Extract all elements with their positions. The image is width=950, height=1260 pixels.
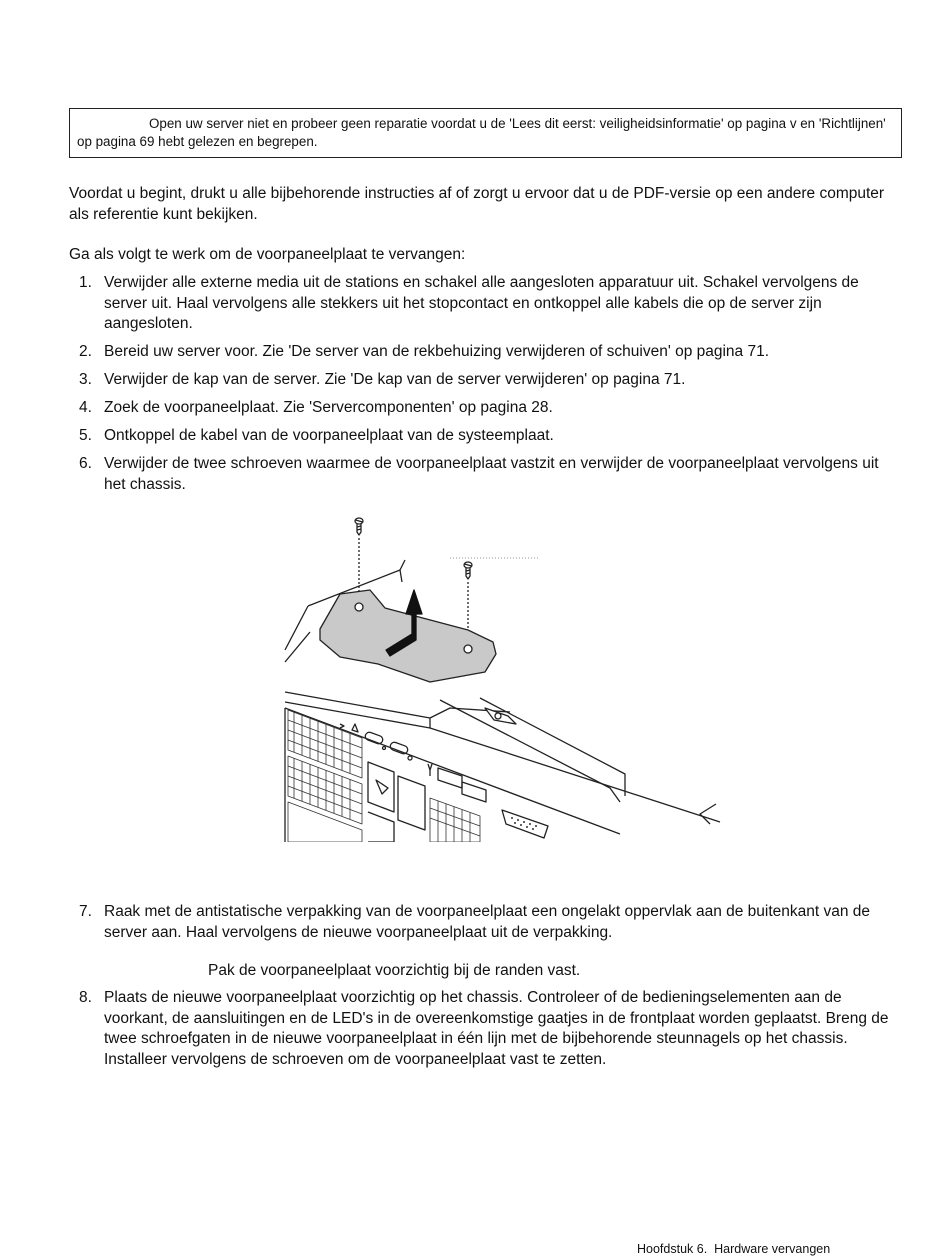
footer-title: Hardware vervangen bbox=[714, 1242, 831, 1256]
list-item bbox=[69, 902, 899, 943]
list-item bbox=[69, 273, 899, 335]
page-footer bbox=[637, 1241, 830, 1257]
step-text: Verwijder alle externe media uit de stations en schakel alle aangesloten apparatuur uit. Schakel vervolgens de server uit. Haal vervolgens alle stekkers uit het stopcontact en ontkoppel alle kabels die op de server zijn aangesloten. bbox=[104, 274, 859, 332]
screw-icon-left bbox=[355, 518, 363, 535]
steps-list-3 bbox=[69, 988, 899, 1078]
step-text: Verwijder de kap van de server. Zie 'De kap van de server verwijderen' op pagina 71. bbox=[104, 371, 686, 388]
step-7-note: Pak de voorpaneelplaat voorzichtig bij de randen vast. bbox=[208, 962, 581, 979]
list-item bbox=[69, 370, 899, 391]
list-item bbox=[69, 454, 899, 495]
step-number: 3. bbox=[79, 371, 92, 388]
step-number: 6. bbox=[79, 455, 92, 472]
safety-notice-box bbox=[69, 108, 902, 158]
step-number: 2. bbox=[79, 343, 92, 360]
step-number: 8. bbox=[79, 989, 92, 1006]
list-item bbox=[69, 342, 899, 363]
safety-notice-text: Open uw server niet en probeer geen reparatie voordat u de 'Lees dit eerst: veiligheidsinformatie' op pagina v en 'Richtlijnen' op pagina 69 hebt gelezen en begrepen. bbox=[77, 116, 886, 149]
steps-list-1 bbox=[69, 273, 899, 503]
step-text: Plaats de nieuwe voorpaneelplaat voorzichtig op het chassis. Controleer of de bedieningselementen aan de voorkant, de aansluitingen en de LED's in de overeenkomstige gaatjes in de frontplaat worden geplaatst. Breng de twee schroefgaten in de nieuwe voorpaneelplaat in één lijn met de bijbehorende steunnagels op het chassis. Installeer vervolgens de schroeven om de voorpaneelplaat vast te zetten. bbox=[104, 989, 889, 1068]
list-item bbox=[69, 988, 899, 1070]
step-number: 1. bbox=[79, 274, 92, 291]
step-text: Zoek de voorpaneelplaat. Zie 'Servercomponenten' op pagina 28. bbox=[104, 399, 553, 416]
list-item bbox=[69, 398, 899, 419]
step-text: Verwijder de twee schroeven waarmee de voorpaneelplaat vastzit en verwijder de voorpaneelplaat vervolgens uit het chassis. bbox=[104, 455, 879, 493]
screw-icon-right bbox=[464, 562, 472, 579]
front-panel-board-removal-illustration bbox=[280, 512, 725, 842]
step-number: 5. bbox=[79, 427, 92, 444]
intro-paragraph: Voordat u begint, drukt u alle bijbehorende instructies af of zorgt u ervoor dat u de PDF-versie op een andere computer als referentie kunt bekijken. bbox=[69, 185, 885, 223]
step-text: Ontkoppel de kabel van de voorpaneelplaat van de systeemplaat. bbox=[104, 427, 554, 444]
step-number: 4. bbox=[79, 399, 92, 416]
steps-list-2 bbox=[69, 902, 899, 951]
list-item bbox=[69, 426, 899, 447]
step-number: 7. bbox=[79, 903, 92, 920]
step-text: Raak met de antistatische verpakking van de voorpaneelplaat een ongelakt oppervlak aan de buitenkant van de server aan. Haal vervolgens de nieuwe voorpaneelplaat uit de verpakking. bbox=[104, 903, 871, 941]
footer-chapter: Hoofdstuk 6. bbox=[637, 1242, 708, 1256]
procedure-intro: Ga als volgt te werk om de voorpaneelplaat te vervangen: bbox=[69, 246, 466, 263]
step-text: Bereid uw server voor. Zie 'De server van de rekbehuizing verwijderen of schuiven' op pagina 71. bbox=[104, 343, 770, 360]
